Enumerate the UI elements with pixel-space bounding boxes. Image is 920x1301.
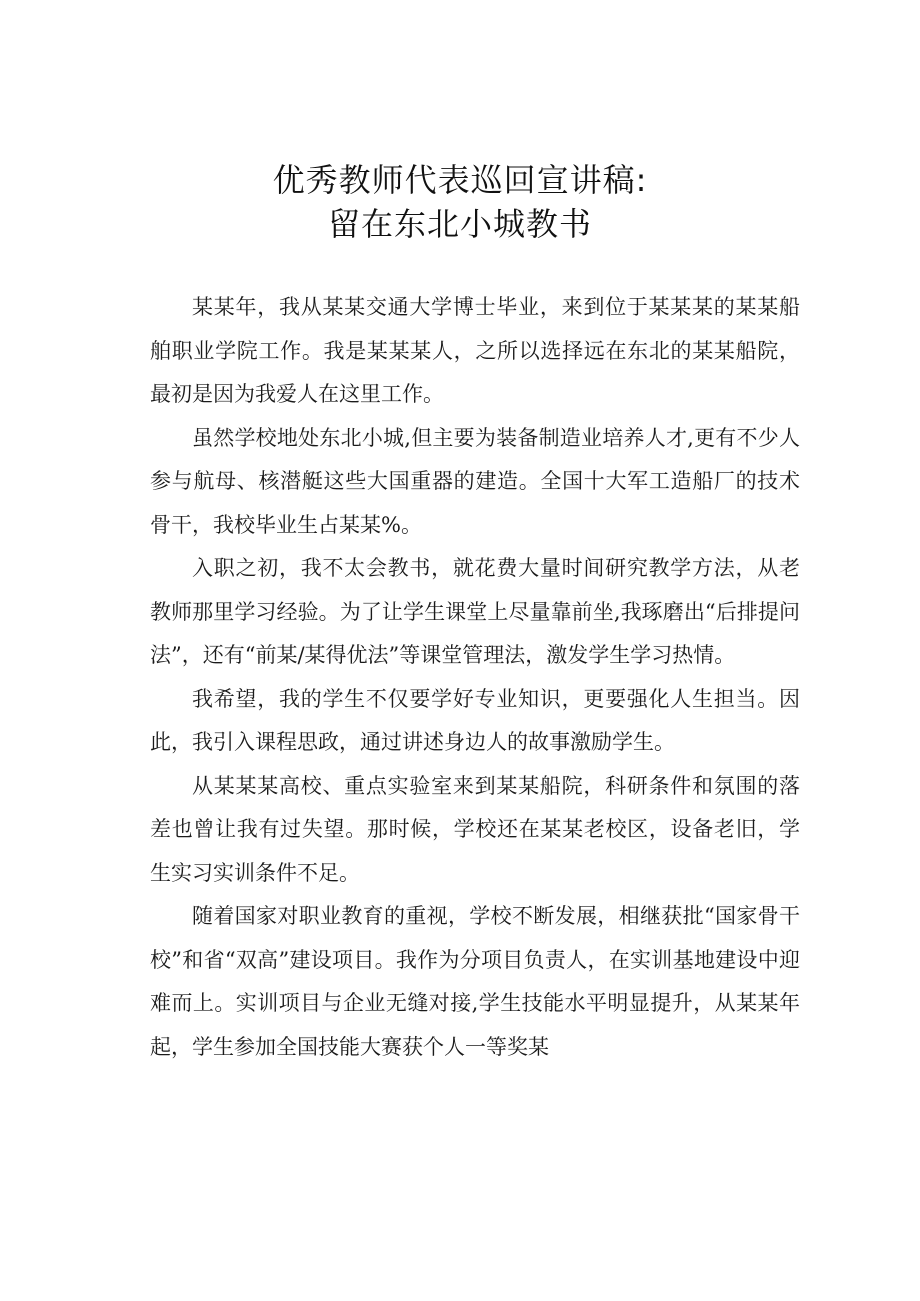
title-line-1: 优秀教师代表巡回宣讲稿: [272, 161, 648, 199]
document-body [150, 286, 800, 1069]
paragraph: 某某年，我从某某交通大学博士毕业，来到位于某某某的某某船舶职业学院工作。我是某某某人，之所以选择远在东北的某某船院，最初是因为我爱人在这里工作。 [150, 295, 800, 406]
paragraph: 我希望，我的学生不仅要学好专业知识，更要强化人生担当。因此，我引入课程思政，通过讲述身边人的故事激励学生。 [150, 686, 800, 754]
paragraph: 虽然学校地处东北小城,但主要为装备制造业培养人才,更有不少人参与航母、核潜艇这些大国重器的建造。全国十大军工造船厂的技术骨干，我校毕业生占某某%。 [150, 425, 800, 537]
paragraph: 从某某某高校、重点实验室来到某某船院，科研条件和氛围的落差也曾让我有过失望。那时候，学校还在某某老校区，设备老旧，学生实习实训条件不足。 [150, 773, 800, 885]
document-title [0, 158, 920, 246]
title-line-2: 留在东北小城教书 [327, 205, 592, 243]
paragraph: 随着国家对职业教育的重视，学校不断发展，相继获批“国家骨干校”和省“双高”建设项目。我作为分项目负责人，在实训基地建设中迎难而上。实训项目与企业无缝对接,学生技能水平明显提升，从某某年起，学生参加全国技能大赛获个人一等奖某 [150, 904, 800, 1059]
paragraph: 入职之初，我不太会教书，就花费大量时间研究教学方法，从老教师那里学习经验。为了让学生课堂上尽量靠前坐,我琢磨出“后排提问法”，还有“前某/某得优法”等课堂管理法，激发学生学习热情。 [150, 556, 800, 667]
